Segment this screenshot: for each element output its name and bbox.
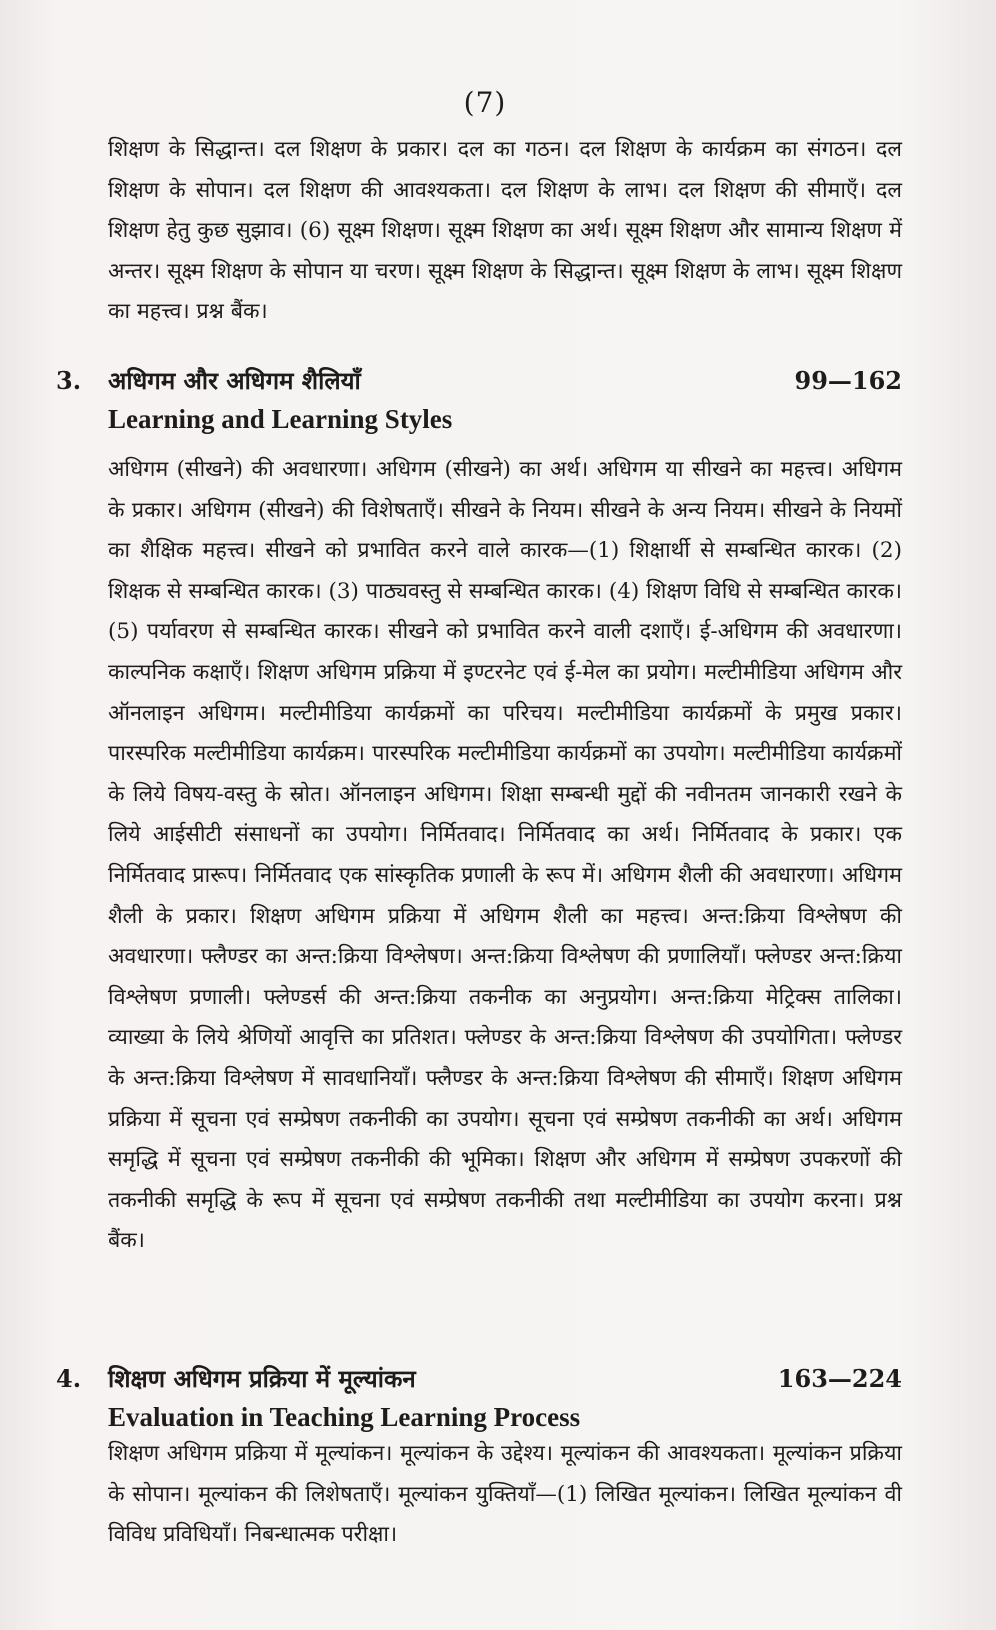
chapter-3-contents: अधिगम (सीखने) की अवधारणा। अधिगम (सीखने) का अर्थ। अधिगम या सीखने का महत्त्व। अधिगम के प्रकार। अधिगम (सीखने) की विशेषताएँ। सीखने के नियम। सीखने के अन्य नियम। सीखने के नियमों का शैक्षिक महत्त्व। सीखने को प्रभावित करने वाले कारक—(1) शिक्षार्थी से सम्बन्धित कारक। (2) शिक्षक से सम्बन्धित कारक। (3) पाठ्यवस्तु से सम्बन्धित कारक। (4) शिक्षण विधि से सम्बन्धित कारक। (5) पर्यावरण से सम्बन्धित कारक। सीखने को प्रभावित करने वाली दशाएँ। ई-अधिगम की अवधारणा। काल्पनिक कक्षाएँ। शिक्षण अधिगम प्रक्रिया में इण्टरनेट एवं ई-मेल का प्रयोग। मल्टीमीडिया अधिगम और ऑनलाइन अधिगम। मल्टीमीडिया कार्यक्रमों का परिचय। मल्टीमीडिया कार्यक्रमों के प्रमुख प्रकार। पारस्परिक मल्टीमीडिया कार्यक्रम। पारस्परिक मल्टीमीडिया कार्यक्रमों का उपयोग। मल्टीमीडिया कार्यक्रमों के लिये विषय-वस्तु के स्रोत। ऑनलाइन अधिगम। शिक्षा सम्बन्धी मुद्दों की नवीनतम जानकारी रखने के लिये आईसीटी संसाधनों का उपयोग। निर्मितवाद। निर्मितवाद का अर्थ। निर्मितवाद के प्रकार। एक निर्मितवाद प्रारूप। निर्मितवाद एक सांस्कृतिक प्रणाली के रूप में। अधिगम शैली की अवधारणा। अधिगम शैली के प्रकार। शिक्षण अधिगम प्रक्रिया में अधिगम शैली का महत्त्व। अन्त:क्रिया विश्लेषण की अवधारणा। फ्लैण्डर का अन्त:क्रिया विश्लेषण। अन्त:क्रिया विश्लेषण की प्रणालियाँ। फ्लेण्डर अन्त:क्रिया विश्लेषण प्रणाली। फ्लेण्डर्स की अन्त:क्रिया तकनीक का अनुप्रयोग। अन्त:क्रिया मेट्रिक्स तालिका। व्याख्या के लिये श्रेणियों आवृत्ति का प्रतिशत। फ्लेण्डर के अन्त:क्रिया विश्लेषण की उपयोगिता। फ्लेण्डर के अन्त:क्रिया विश्लेषण में सावधानियाँ। फ्लैण्डर के अन्त:क्रिया विश्लेषण की सीमाएँ। शिक्षण अधिगम प्रक्रिया में सूचना एवं सम्प्रेषण तकनीकी का उपयोग। सूचना एवं सम्प्रेषण तकनीकी का अर्थ। अधिगम समृद्धि में सूचना एवं सम्प्रेषण तकनीकी की भूमिका। शिक्षण और अधिगम में सम्प्रेषण उपकरणों की तकनीकी समृद्धि के रूप में सूचना एवं सम्प्रेषण तकनीकी तथा मल्टीमीडिया का उपयोग करना। प्रश्न बैंक। xyxy=(108,457,902,1254)
chapter-page-range: 163—224 xyxy=(777,1364,902,1393)
chapter-title-hindi: शिक्षण अधिगम प्रक्रिया में मूल्यांकन xyxy=(108,1364,416,1393)
chapter-number: 3. xyxy=(56,366,82,395)
intro-paragraph: शिक्षण के सिद्धान्त। दल शिक्षण के प्रकार। दल का गठन। दल शिक्षण के कार्यक्रम का संगठन। दल शिक्षण के सोपान। दल शिक्षण की आवश्यकता। दल शिक्षण के लाभ। दल शिक्षण की सीमाएँ। दल शिक्षण हेतु कुछ सुझाव। (6) सूक्ष्म शिक्षण। सूक्ष्म शिक्षण का अर्थ। सूक्ष्म शिक्षण और सामान्य शिक्षण में अन्तर। सूक्ष्म शिक्षण के सोपान या चरण। सूक्ष्म शिक्षण के सिद्धान्त। सूक्ष्म शिक्षण के लाभ। सूक्ष्म शिक्षण का महत्त्व। प्रश्न बैंक। xyxy=(108,137,902,325)
chapter-title-hindi: अधिगम और अधिगम शैलियाँ xyxy=(108,366,361,395)
chapter-number: 4. xyxy=(56,1364,82,1393)
chapter-title-english: Evaluation in Teaching Learning Process xyxy=(108,1402,581,1432)
chapter-title-english: Learning and Learning Styles xyxy=(108,404,453,434)
chapter-4-contents: शिक्षण अधिगम प्रक्रिया में मूल्यांकन। मूल्यांकन के उद्देश्य। मूल्यांकन की आवश्यकता। मूल्यांकन प्रक्रिया के सोपान। मूल्यांकन की लिशेषताएँ। मूल्यांकन युक्तियाँ—(1) लिखित मूल्यांकन। लिखित मूल्यांकन वी विविध प्रविधियाँ। निबन्धात्मक परीक्षा। xyxy=(108,1441,902,1548)
chapter-page-range: 99—162 xyxy=(794,366,902,395)
page-number: (7) xyxy=(463,86,507,119)
